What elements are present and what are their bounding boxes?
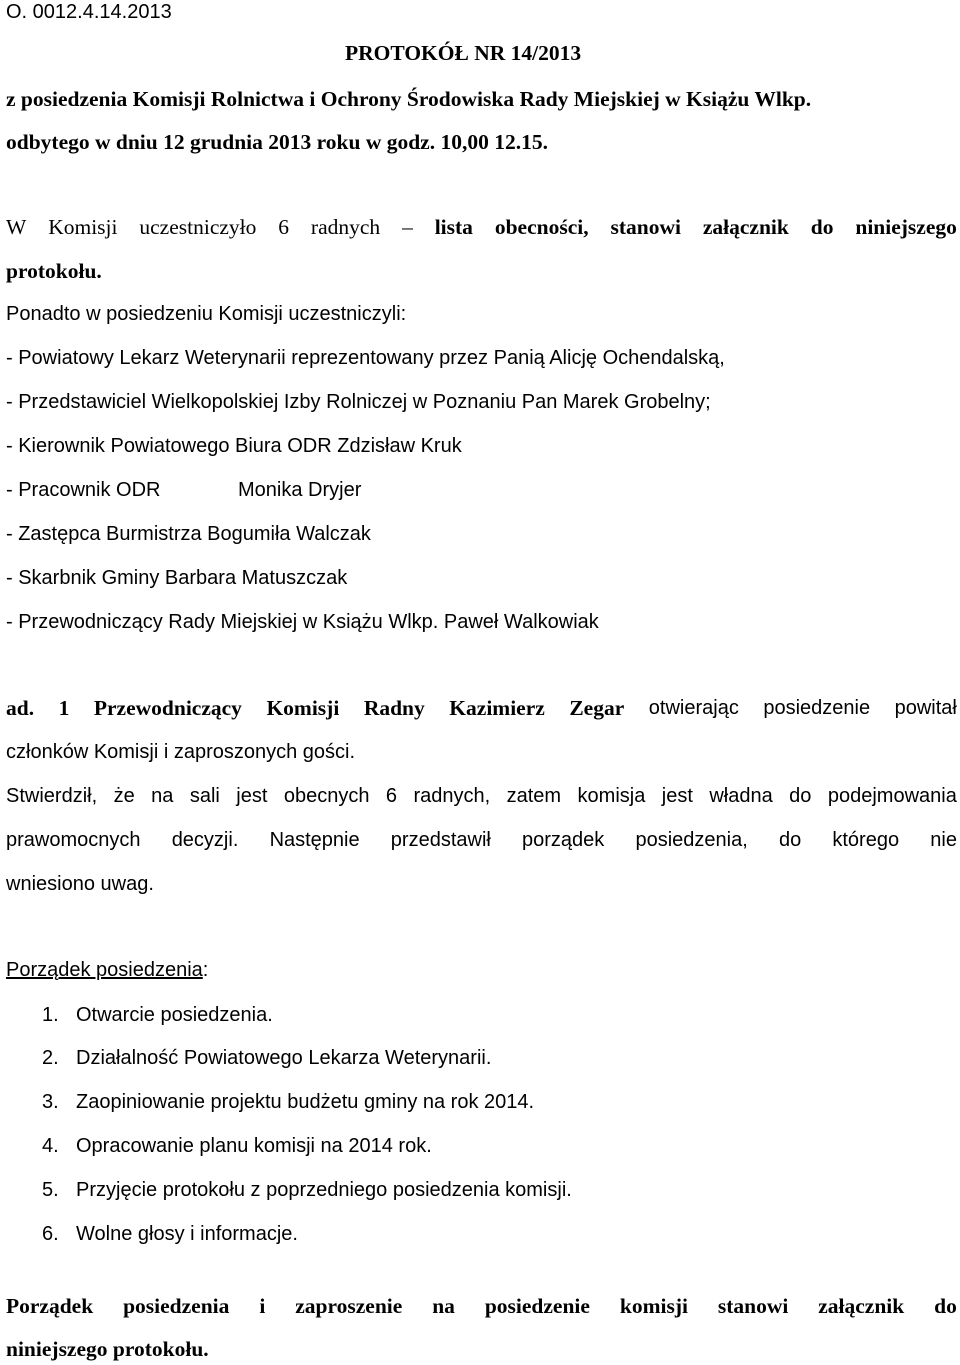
agenda-item: 1. Otwarcie posiedzenia. — [42, 1004, 273, 1026]
closing-line-1: Porządek posiedzenia i zaproszenie na posiedzenie komisji stanowi załącznik do — [6, 1294, 957, 1318]
document-reference: O. 0012.4.14.2013 — [6, 1, 172, 23]
ad1-line-5: wniesiono uwag. — [6, 873, 154, 895]
closing-line-2: niniejszego protokołu. — [6, 1337, 209, 1361]
ad1-line-2: członków Komisji i zaproszonych gości. — [6, 741, 356, 763]
agenda-item: 6. Wolne głosy i informacje. — [42, 1223, 298, 1245]
agenda-item: 5. Przyjęcie protokołu z poprzedniego posiedzenia komisji. — [42, 1179, 572, 1201]
attendance-line-1 — [6, 212, 957, 242]
participant-item: - Przewodniczący Rady Miejskiej w Książu Wlkp. Paweł Walkowiak — [6, 611, 599, 633]
participant-item: - Powiatowy Lekarz Weterynarii reprezentowany przez Panią Alicję Ochendalską, — [6, 347, 725, 369]
participant-item: - Skarbnik Gminy Barbara Matuszczak — [6, 567, 348, 589]
agenda-item: 3. Zaopiniowanie projektu budżetu gminy na rok 2014. — [42, 1091, 535, 1113]
participant-name: Monika Dryjer — [238, 479, 362, 501]
attendance-line-2: protokołu. — [6, 259, 102, 283]
attendance-word: radnych — [310, 215, 381, 239]
participants-intro: Ponadto w posiedzeniu Komisji uczestniczyli: — [6, 303, 407, 325]
attendance-word: W — [6, 215, 27, 239]
document-title: PROTOKÓŁ NR 14/2013 — [345, 41, 582, 65]
participant-item: - Kierownik Powiatowego Biura ODR Zdzisław Kruk — [6, 435, 462, 457]
attendance-word: lista — [434, 215, 473, 239]
attendance-word: niniejszego — [855, 215, 957, 239]
ad1-line-1: ad. 1 Przewodniczący Komisji Radny Kazimierz Zegar otwierając posiedzenie powitał — [6, 696, 957, 720]
agenda-item: 4. Opracowanie planu komisji na 2014 rok. — [42, 1135, 432, 1157]
agenda-item: 2. Działalność Powiatowego Lekarza Weterynarii. — [42, 1047, 492, 1069]
attendance-word: 6 — [278, 215, 290, 239]
attendance-word: załącznik — [702, 215, 789, 239]
attendance-word: do — [810, 215, 834, 239]
ad1-line-4: prawomocnych decyzji. Następnie przedstawił porządek posiedzenia, do którego nie — [6, 829, 957, 851]
agenda-heading: Porządek posiedzenia: — [6, 959, 209, 981]
attendance-word: stanowi — [610, 215, 681, 239]
document-subtitle-1: z posiedzenia Komisji Rolnictwa i Ochrony Środowiska Rady Miejskiej w Książu Wlkp. — [6, 87, 812, 111]
attendance-word: – — [402, 215, 413, 239]
participant-item: - Zastępca Burmistrza Bogumiła Walczak — [6, 523, 371, 545]
participant-item: - Przedstawiciel Wielkopolskiej Izby Rolniczej w Poznaniu Pan Marek Grobelny; — [6, 391, 711, 413]
ad1-line-3: Stwierdził, że na sali jest obecnych 6 radnych, zatem komisja jest władna do podejmowania — [6, 785, 957, 807]
attendance-word: Komisji — [48, 215, 118, 239]
attendance-word: obecności, — [494, 215, 589, 239]
attendance-word: uczestniczyło — [139, 215, 257, 239]
participant-item: - Pracownik ODR Monika Dryjer — [6, 475, 957, 505]
document-subtitle-2: odbytego w dniu 12 grudnia 2013 roku w godz. 10,00 12.15. — [6, 130, 548, 154]
